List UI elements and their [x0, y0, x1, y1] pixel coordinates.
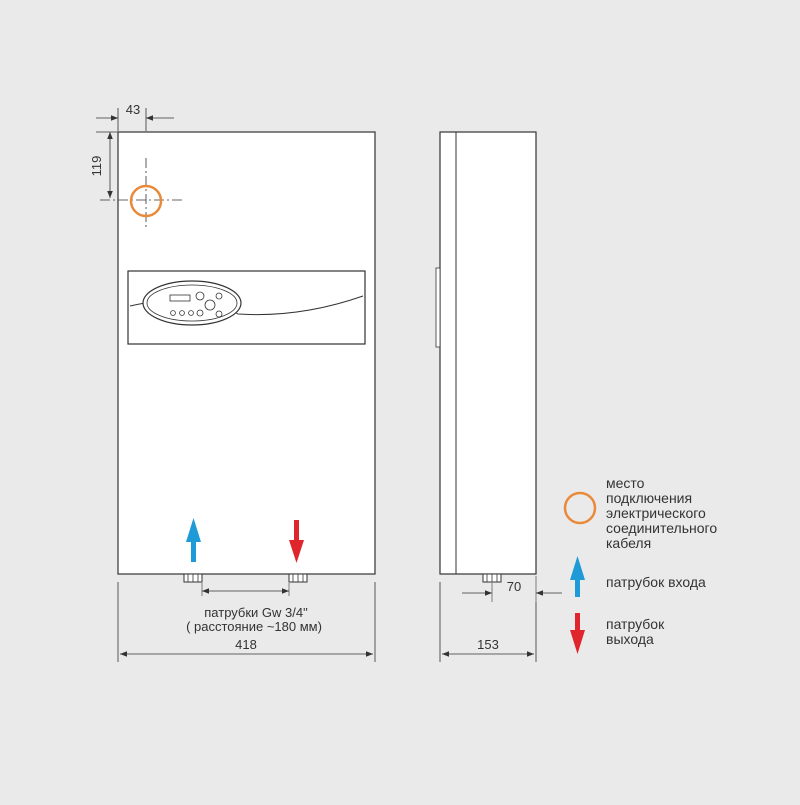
legend-cable-circle-icon	[565, 493, 595, 523]
pipe-connectors	[184, 574, 307, 582]
boiler-front-body	[118, 132, 375, 574]
dimension-width: 418	[235, 637, 257, 652]
legend-inlet-arrow-icon	[570, 556, 585, 597]
legend-outlet-arrow-icon	[570, 613, 585, 654]
side-panel-edge	[436, 268, 440, 347]
dimension-top-offset: 43	[125, 102, 141, 117]
legend-cable-label: место подключения электрического соединительного кабеля	[606, 475, 718, 551]
side-view	[436, 132, 562, 662]
control-display-oval	[143, 281, 241, 325]
legend	[565, 493, 595, 654]
front-view	[89, 102, 375, 662]
boiler-side-body	[440, 132, 536, 574]
dimension-depth: 153	[477, 637, 499, 652]
legend-inlet-label: патрубок входа	[606, 574, 706, 590]
pipe-note-line2: ( расстояние ~180 мм)	[186, 619, 322, 634]
legend-outlet-label: патрубок выхода	[606, 616, 665, 647]
dimension-pipe-offset: 70	[506, 579, 522, 594]
dimension-side-offset: 119	[89, 155, 104, 177]
control-panel	[128, 271, 365, 344]
pipe-note-line1: патрубки Gw 3/4"	[204, 605, 308, 620]
